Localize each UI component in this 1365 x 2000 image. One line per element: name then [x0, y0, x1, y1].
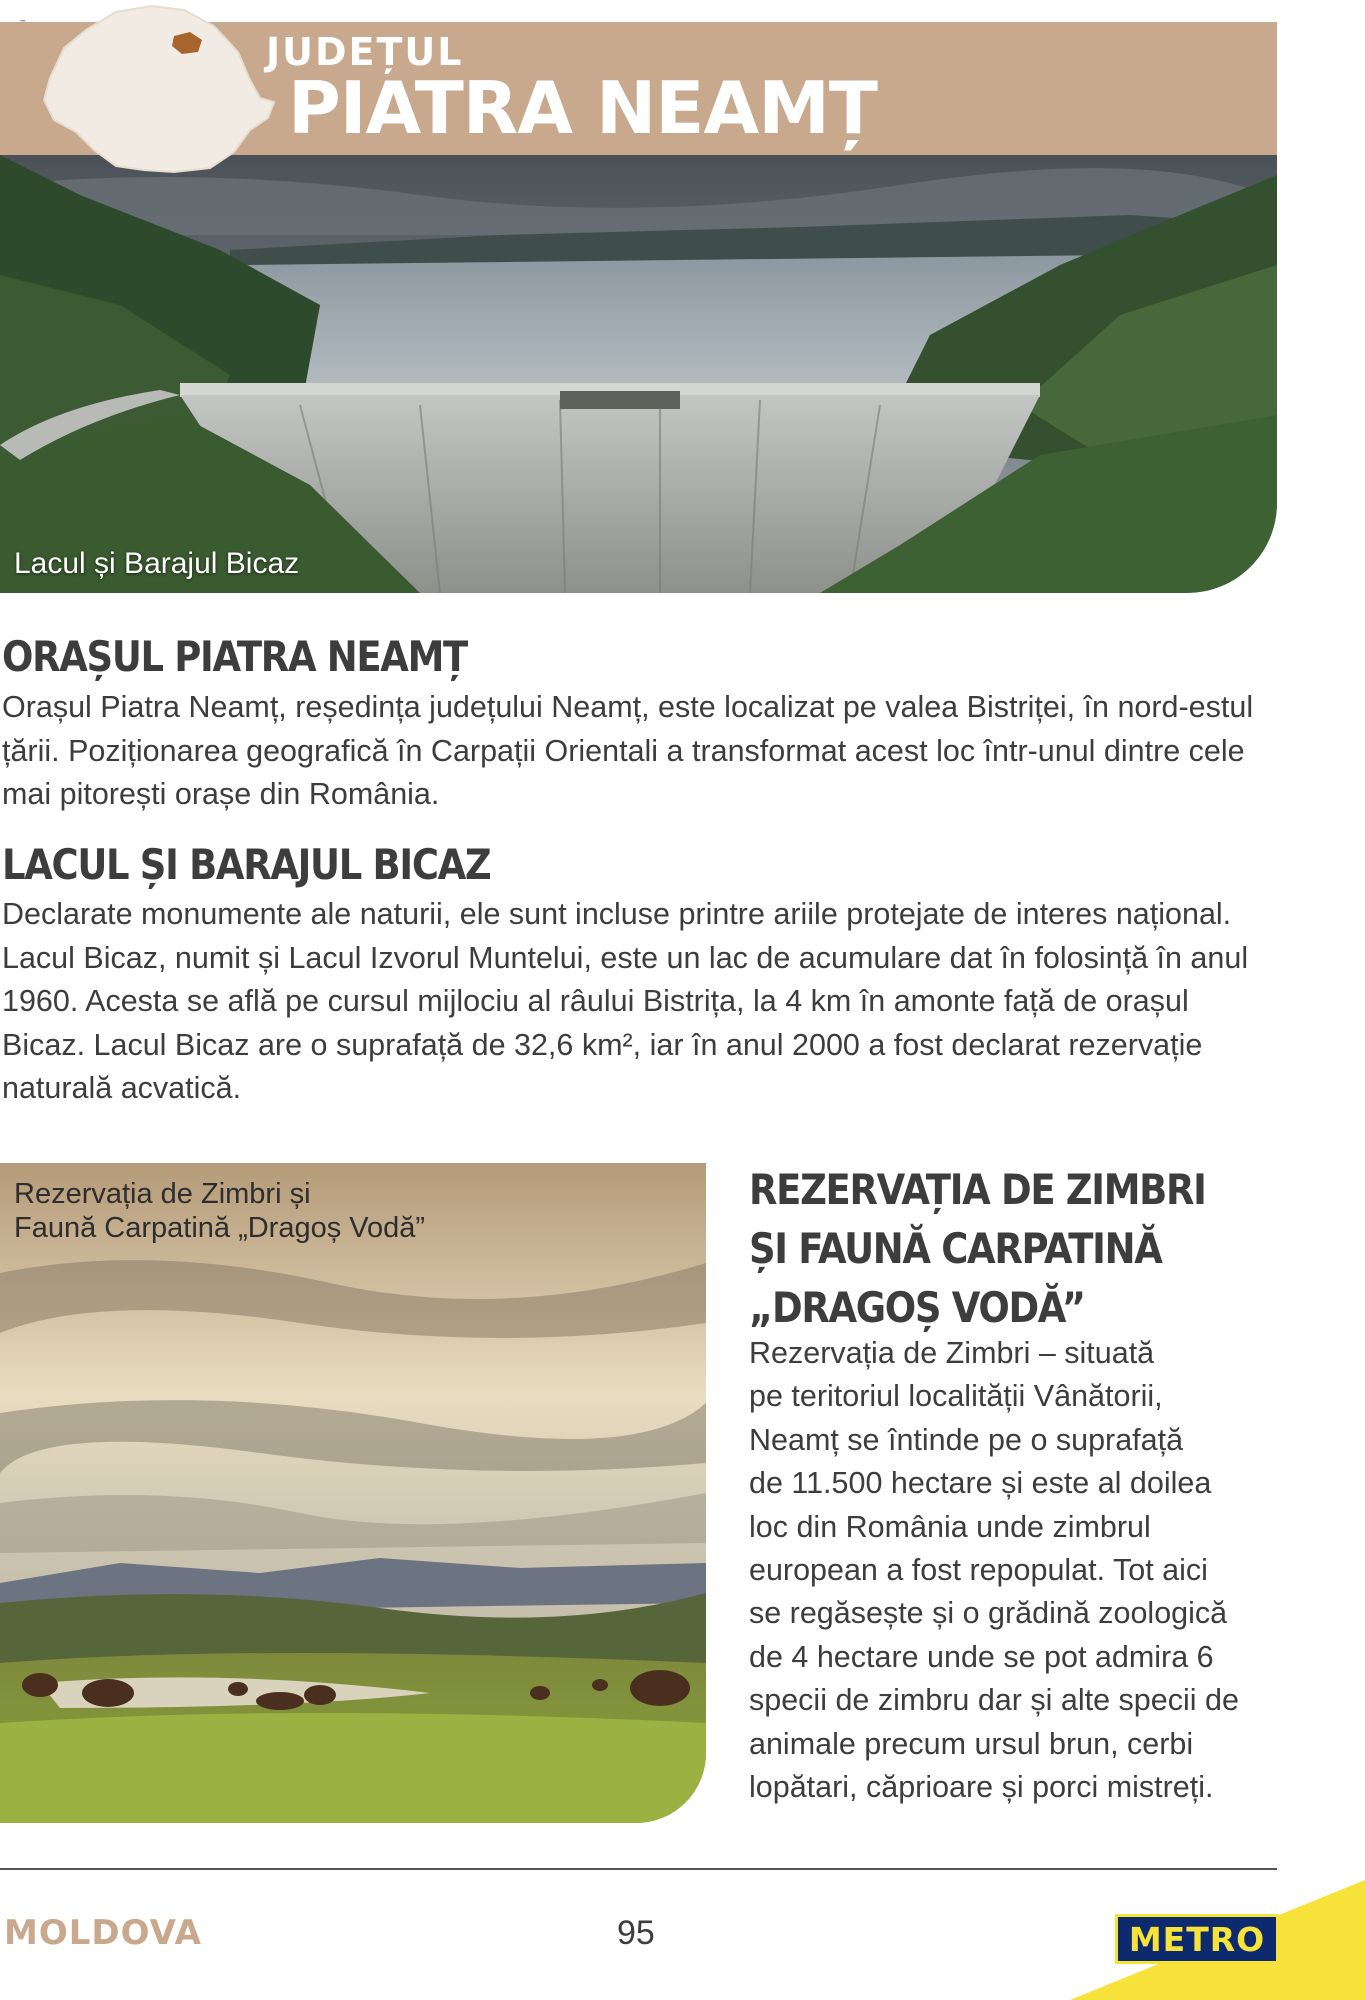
section-title-reserve: REZERVAȚIA DE ZIMBRI ȘI FAUNĂ CARPATINĂ „DRAGOȘ VODĂ” — [749, 1165, 1206, 1332]
footer-region: MOLDOVA — [4, 1913, 202, 1953]
hero-image-bicaz-dam — [0, 155, 1277, 593]
bison-reserve-image — [0, 1163, 706, 1823]
header-county-label: JUDEȚUL — [266, 30, 464, 74]
section-text-reserve: Rezervația de Zimbri – situată pe teritoriul localității Vânătorii, Neamț se întinde pe o suprafață de 11.500 hectare și este al doilea loc din România unde zimbrul european a fost repopulat. Tot aici se regăsește și o grădină zoologică de 4 hectare unde se pot admira 6 specii de zimbru dar și alte specii de animale precum ursul brun, cerbi lopătari, căprioare și porci mistreți. — [749, 1336, 1239, 1805]
dam-landscape-illustration — [0, 155, 1277, 593]
header-city-title: PIATRA NEAMȚ — [288, 66, 877, 150]
section-text-city: Orașul Piatra Neamț, reședința județului Neamț, este localizat pe valea Bistriței, în nord-estul țării. Poziționarea geografică în Carpații Orientali a transformat acest loc într-unul dintre cele mai pitorești orașe din România. — [2, 690, 1254, 811]
footer-divider — [0, 1868, 1277, 1870]
hero-caption: Lacul și Barajul Bicaz — [14, 547, 300, 580]
page-number: 95 — [617, 1914, 655, 1952]
romania-map-icon — [24, 0, 284, 175]
bison-landscape-illustration — [0, 1163, 706, 1823]
metro-logo: METRO — [1115, 1914, 1279, 1964]
section-title-lake: LACUL ȘI BARAJUL BICAZ — [2, 840, 491, 889]
section-text-lake: Declarate monumente ale naturii, ele sunt incluse printre ariile protejate de interes național. Lacul Bicaz, numit și Lacul Izvorul Muntelui, este un lac de acumulare dat în folosință în anul 1960. Acesta se află pe cursul mijlociu al râului Bistrița, la 4 km în amonte față de orașul Bicaz. Lacul Bicaz are o suprafață de 32,6 km², iar în anul 2000 a fost declarat rezervație naturală acvatică. — [2, 897, 1249, 1105]
bison-caption: Rezervația de Zimbri și Faună Carpatină „Dragoș Vodă” — [14, 1178, 426, 1244]
section-title-city: ORAȘUL PIATRA NEAMȚ — [2, 632, 467, 681]
